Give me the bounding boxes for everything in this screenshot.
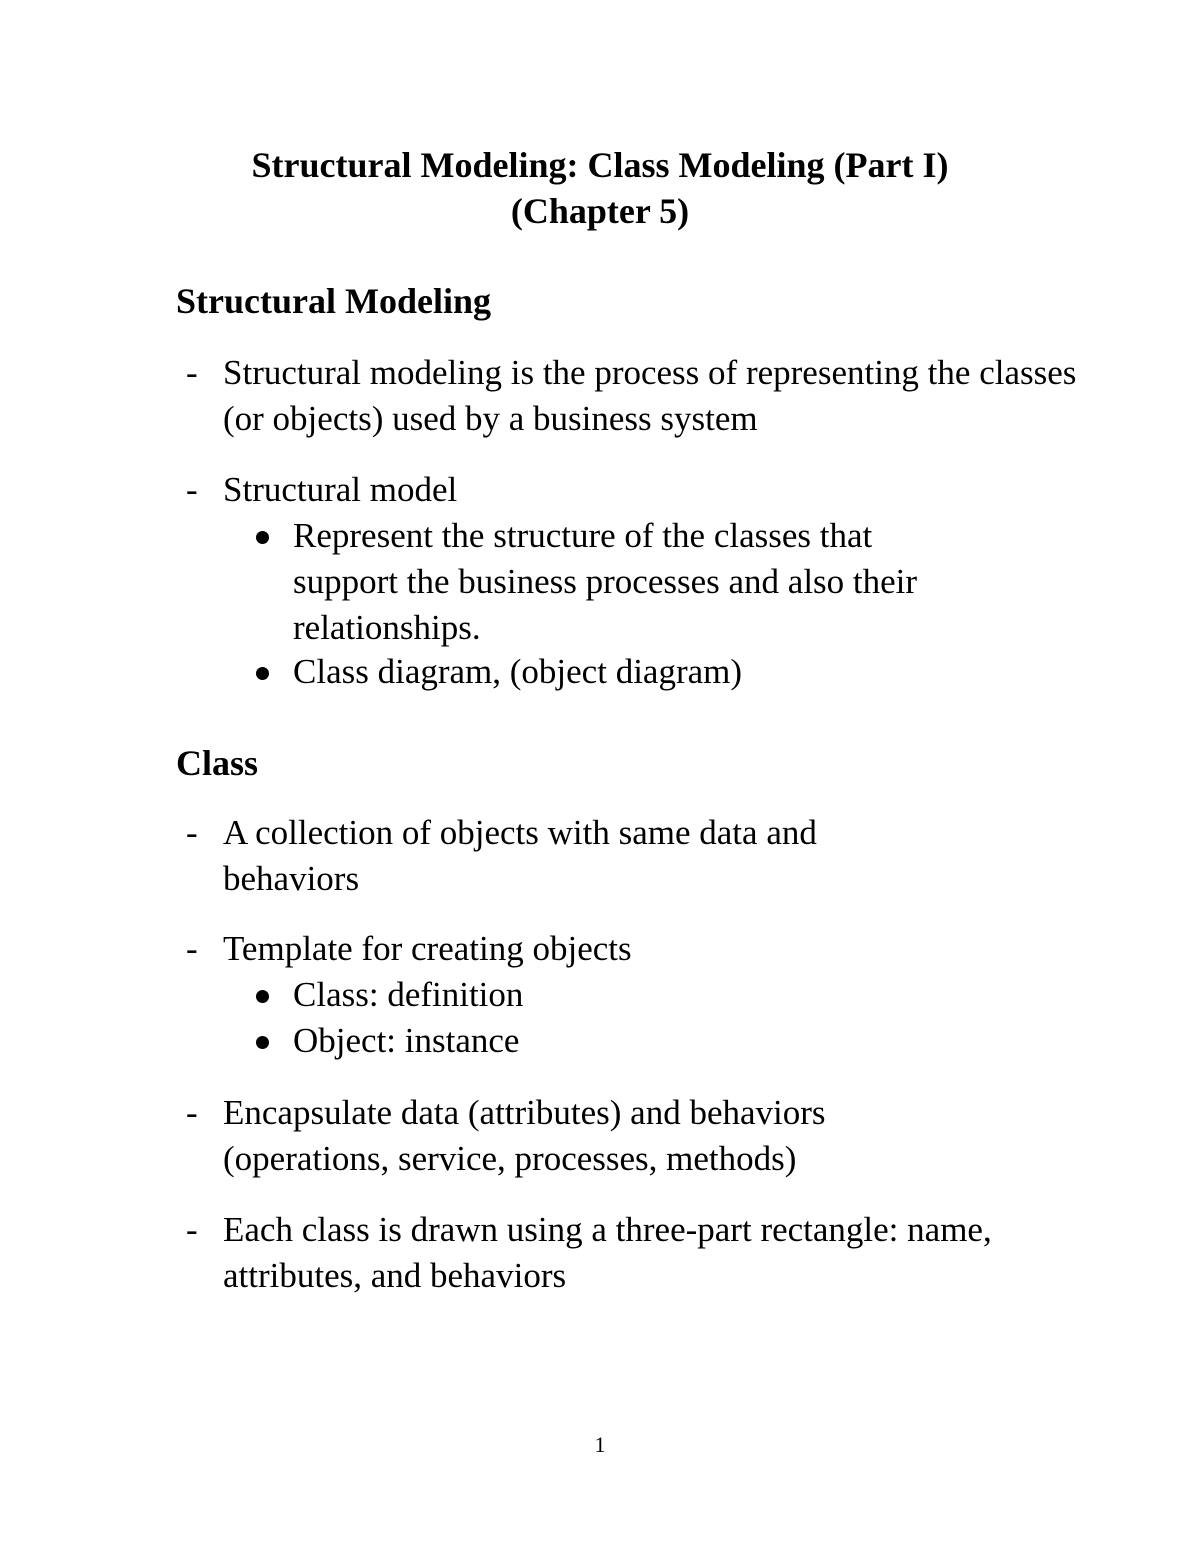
list-item — [186, 926, 1086, 972]
list-item-text: A collection of objects with same data and behaviors — [223, 813, 817, 898]
sub-list-item — [256, 972, 1036, 1018]
dash-marker: - — [186, 1210, 198, 1249]
sub-list-item — [256, 1018, 1036, 1064]
list-item — [186, 1090, 926, 1182]
sub-list-item-text: Object: instance — [293, 1021, 520, 1060]
bullet-icon — [256, 990, 269, 1003]
list-item-text: Each class is drawn using a three-part rectangle: name, attributes, and behaviors — [223, 1210, 992, 1295]
page-number: 1 — [594, 1432, 606, 1457]
list-item-text: Template for creating objects — [223, 929, 632, 968]
bullet-icon — [256, 667, 269, 680]
list-item-text: Structural modeling is the process of representing the classes (or objects) used by a business system — [223, 353, 1077, 438]
section-heading-class: Class — [176, 743, 259, 783]
sub-list-item — [256, 649, 1036, 695]
list-item — [186, 1207, 1016, 1299]
document-title-line-1: Structural Modeling: Class Modeling (Part I) — [251, 145, 949, 185]
list-item-text: Structural model — [223, 470, 458, 509]
dash-marker: - — [186, 353, 198, 392]
section-heading-structural-modeling: Structural Modeling — [176, 281, 491, 321]
sub-list-item-text: Class diagram, (object diagram) — [293, 652, 743, 691]
document-title-line-2: (Chapter 5) — [510, 191, 690, 231]
sub-list-item — [256, 513, 976, 651]
list-item — [186, 467, 1086, 513]
dash-marker: - — [186, 470, 198, 509]
dash-marker: - — [186, 929, 198, 968]
bullet-icon — [256, 1036, 269, 1049]
sub-list-item-text: Class: definition — [293, 975, 524, 1014]
list-item — [186, 350, 1086, 442]
dash-marker: - — [186, 1093, 198, 1132]
dash-marker: - — [186, 813, 198, 852]
list-item-text: Encapsulate data (attributes) and behaviors (operations, service, processes, methods) — [223, 1093, 826, 1178]
list-item — [186, 810, 916, 902]
sub-list-item-text: Represent the structure of the classes that support the business processes and also their relationships. — [293, 516, 918, 647]
bullet-icon — [256, 531, 269, 544]
